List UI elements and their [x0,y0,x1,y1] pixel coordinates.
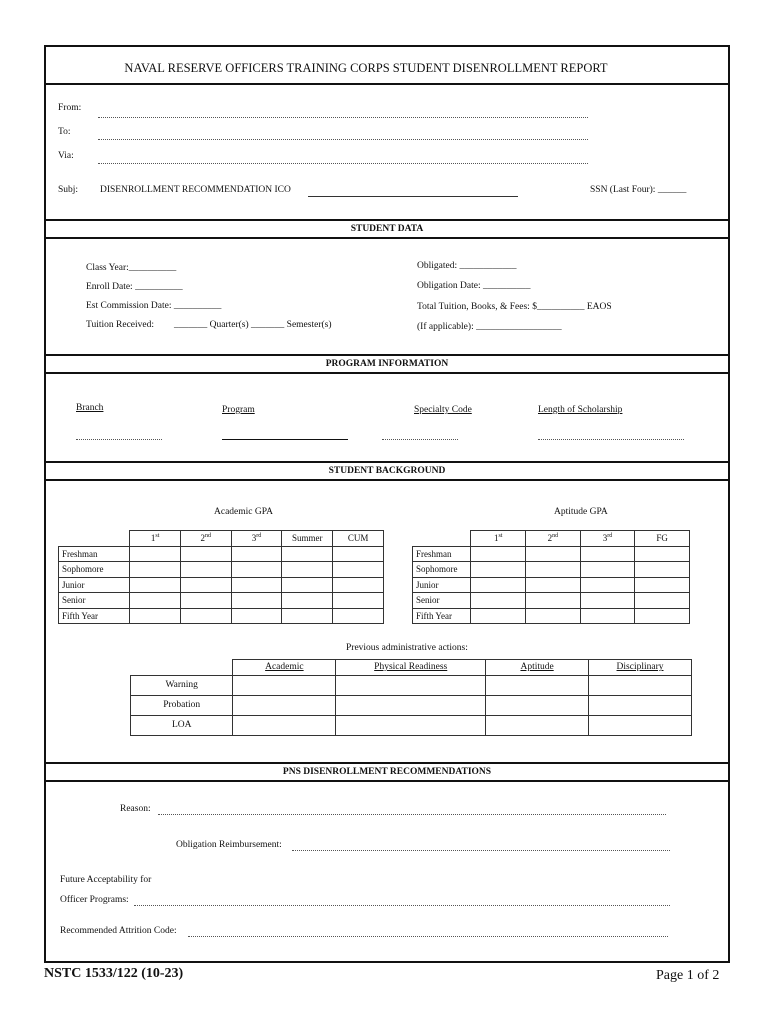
obligation-reimbursement-label: Obligation Reimbursement: [176,840,282,850]
obligation-date-field[interactable]: Obligation Date: __________ [417,281,531,291]
row-label: Fifth Year [59,608,130,624]
prev-actions-title: Previous administrative actions: [346,643,468,653]
recommendations-heading: PNS DISENROLLMENT RECOMMENDATIONS [46,762,728,782]
row-label: Senior [413,593,471,609]
subj-label: Subj: [58,185,79,195]
obligated-field[interactable]: Obligated: ____________ [417,261,517,271]
table-row [59,546,384,562]
table-row [131,675,692,695]
col-header: Disciplinary [589,660,692,676]
aptitude-gpa-table [412,530,690,624]
table-row [413,562,690,578]
attrition-code-label: Recommended Attrition Code: [60,926,177,936]
enroll-date-field[interactable]: Enroll Date: __________ [86,282,183,292]
table-row [131,715,692,735]
row-label: Freshman [59,546,130,562]
specialty-code-label: Specialty Code [414,405,472,415]
to-label: To: [58,127,71,137]
tuition-received-label: Tuition Received: [86,320,154,330]
total-tuition-field[interactable]: Total Tuition, Books, & Fees: $__________ EAOS [417,302,612,312]
attrition-code-field[interactable] [188,936,668,937]
row-label: Senior [59,593,130,609]
col-header: 1st [130,531,181,547]
page-number: Page 1 of 2 [656,968,720,983]
table-row [131,695,692,715]
row-label: Probation [131,695,233,715]
class-year-field[interactable]: Class Year:__________ [86,263,177,273]
row-label: LOA [131,715,233,735]
aptitude-gpa-title: Aptitude GPA [554,507,608,517]
form-title: NAVAL RESERVE OFFICERS TRAINING CORPS STUDENT DISENROLLMENT REPORT [124,61,608,75]
student-background-heading: STUDENT BACKGROUND [46,461,728,481]
row-label: Junior [59,577,130,593]
branch-field[interactable] [76,439,162,440]
col-header: 1st [471,531,526,547]
ssn-field[interactable]: SSN (Last Four): ______ [590,185,687,195]
disenrollment-form [44,45,730,963]
row-label: Warning [131,675,233,695]
subj-text: DISENROLLMENT RECOMMENDATION ICO [100,185,291,195]
branch-label: Branch [76,403,104,413]
col-header: 3rd [580,531,635,547]
from-label: From: [58,103,82,113]
program-field[interactable] [222,439,348,440]
table-row [413,593,690,609]
from-field[interactable] [98,117,588,118]
table-row [413,546,690,562]
col-header: 3rd [231,531,282,547]
officer-programs-field[interactable] [134,905,670,906]
table-row [59,577,384,593]
col-header: Physical Readiness [336,660,486,676]
row-label: Sophomore [59,562,130,578]
academic-gpa-table [58,530,384,624]
academic-gpa-title: Academic GPA [214,507,274,517]
officer-programs-label: Officer Programs: [60,895,129,905]
specialty-code-field[interactable] [382,439,458,440]
length-field[interactable] [538,439,684,440]
via-field[interactable] [98,163,588,164]
table-row [59,593,384,609]
if-applicable-field[interactable]: (If applicable): __________________ [417,322,562,332]
program-label: Program [222,405,255,415]
form-number: NSTC 1533/122 (10-23) [44,966,184,981]
col-header: 2nd [180,531,231,547]
col-header: Academic [233,660,336,676]
table-row [413,608,690,624]
to-field[interactable] [98,139,588,140]
col-header: Aptitude [486,660,589,676]
program-info-heading: PROGRAM INFORMATION [46,354,728,374]
via-label: Via: [58,151,74,161]
obligation-reimbursement-field[interactable] [292,850,670,851]
table-row [413,577,690,593]
length-of-scholarship-label: Length of Scholarship [538,405,623,415]
subj-field[interactable] [308,196,518,197]
table-row [59,562,384,578]
student-data-heading: STUDENT DATA [46,219,728,239]
admin-actions-table [130,659,692,736]
col-header: FG [635,531,690,547]
col-header: 2nd [526,531,581,547]
col-header: CUM [333,531,384,547]
est-commission-field[interactable]: Est Commission Date: __________ [86,301,222,311]
future-acceptability-label: Future Acceptability for [60,875,152,885]
row-label: Junior [413,577,471,593]
row-label: Sophomore [413,562,471,578]
reason-label: Reason: [120,804,151,814]
table-row [59,608,384,624]
reason-field[interactable] [158,814,666,815]
row-label: Fifth Year [413,608,471,624]
quarter-semester-field[interactable]: _______ Quarter(s) _______ Semester(s) [174,320,332,330]
row-label: Freshman [413,546,471,562]
col-header: Summer [282,531,333,547]
